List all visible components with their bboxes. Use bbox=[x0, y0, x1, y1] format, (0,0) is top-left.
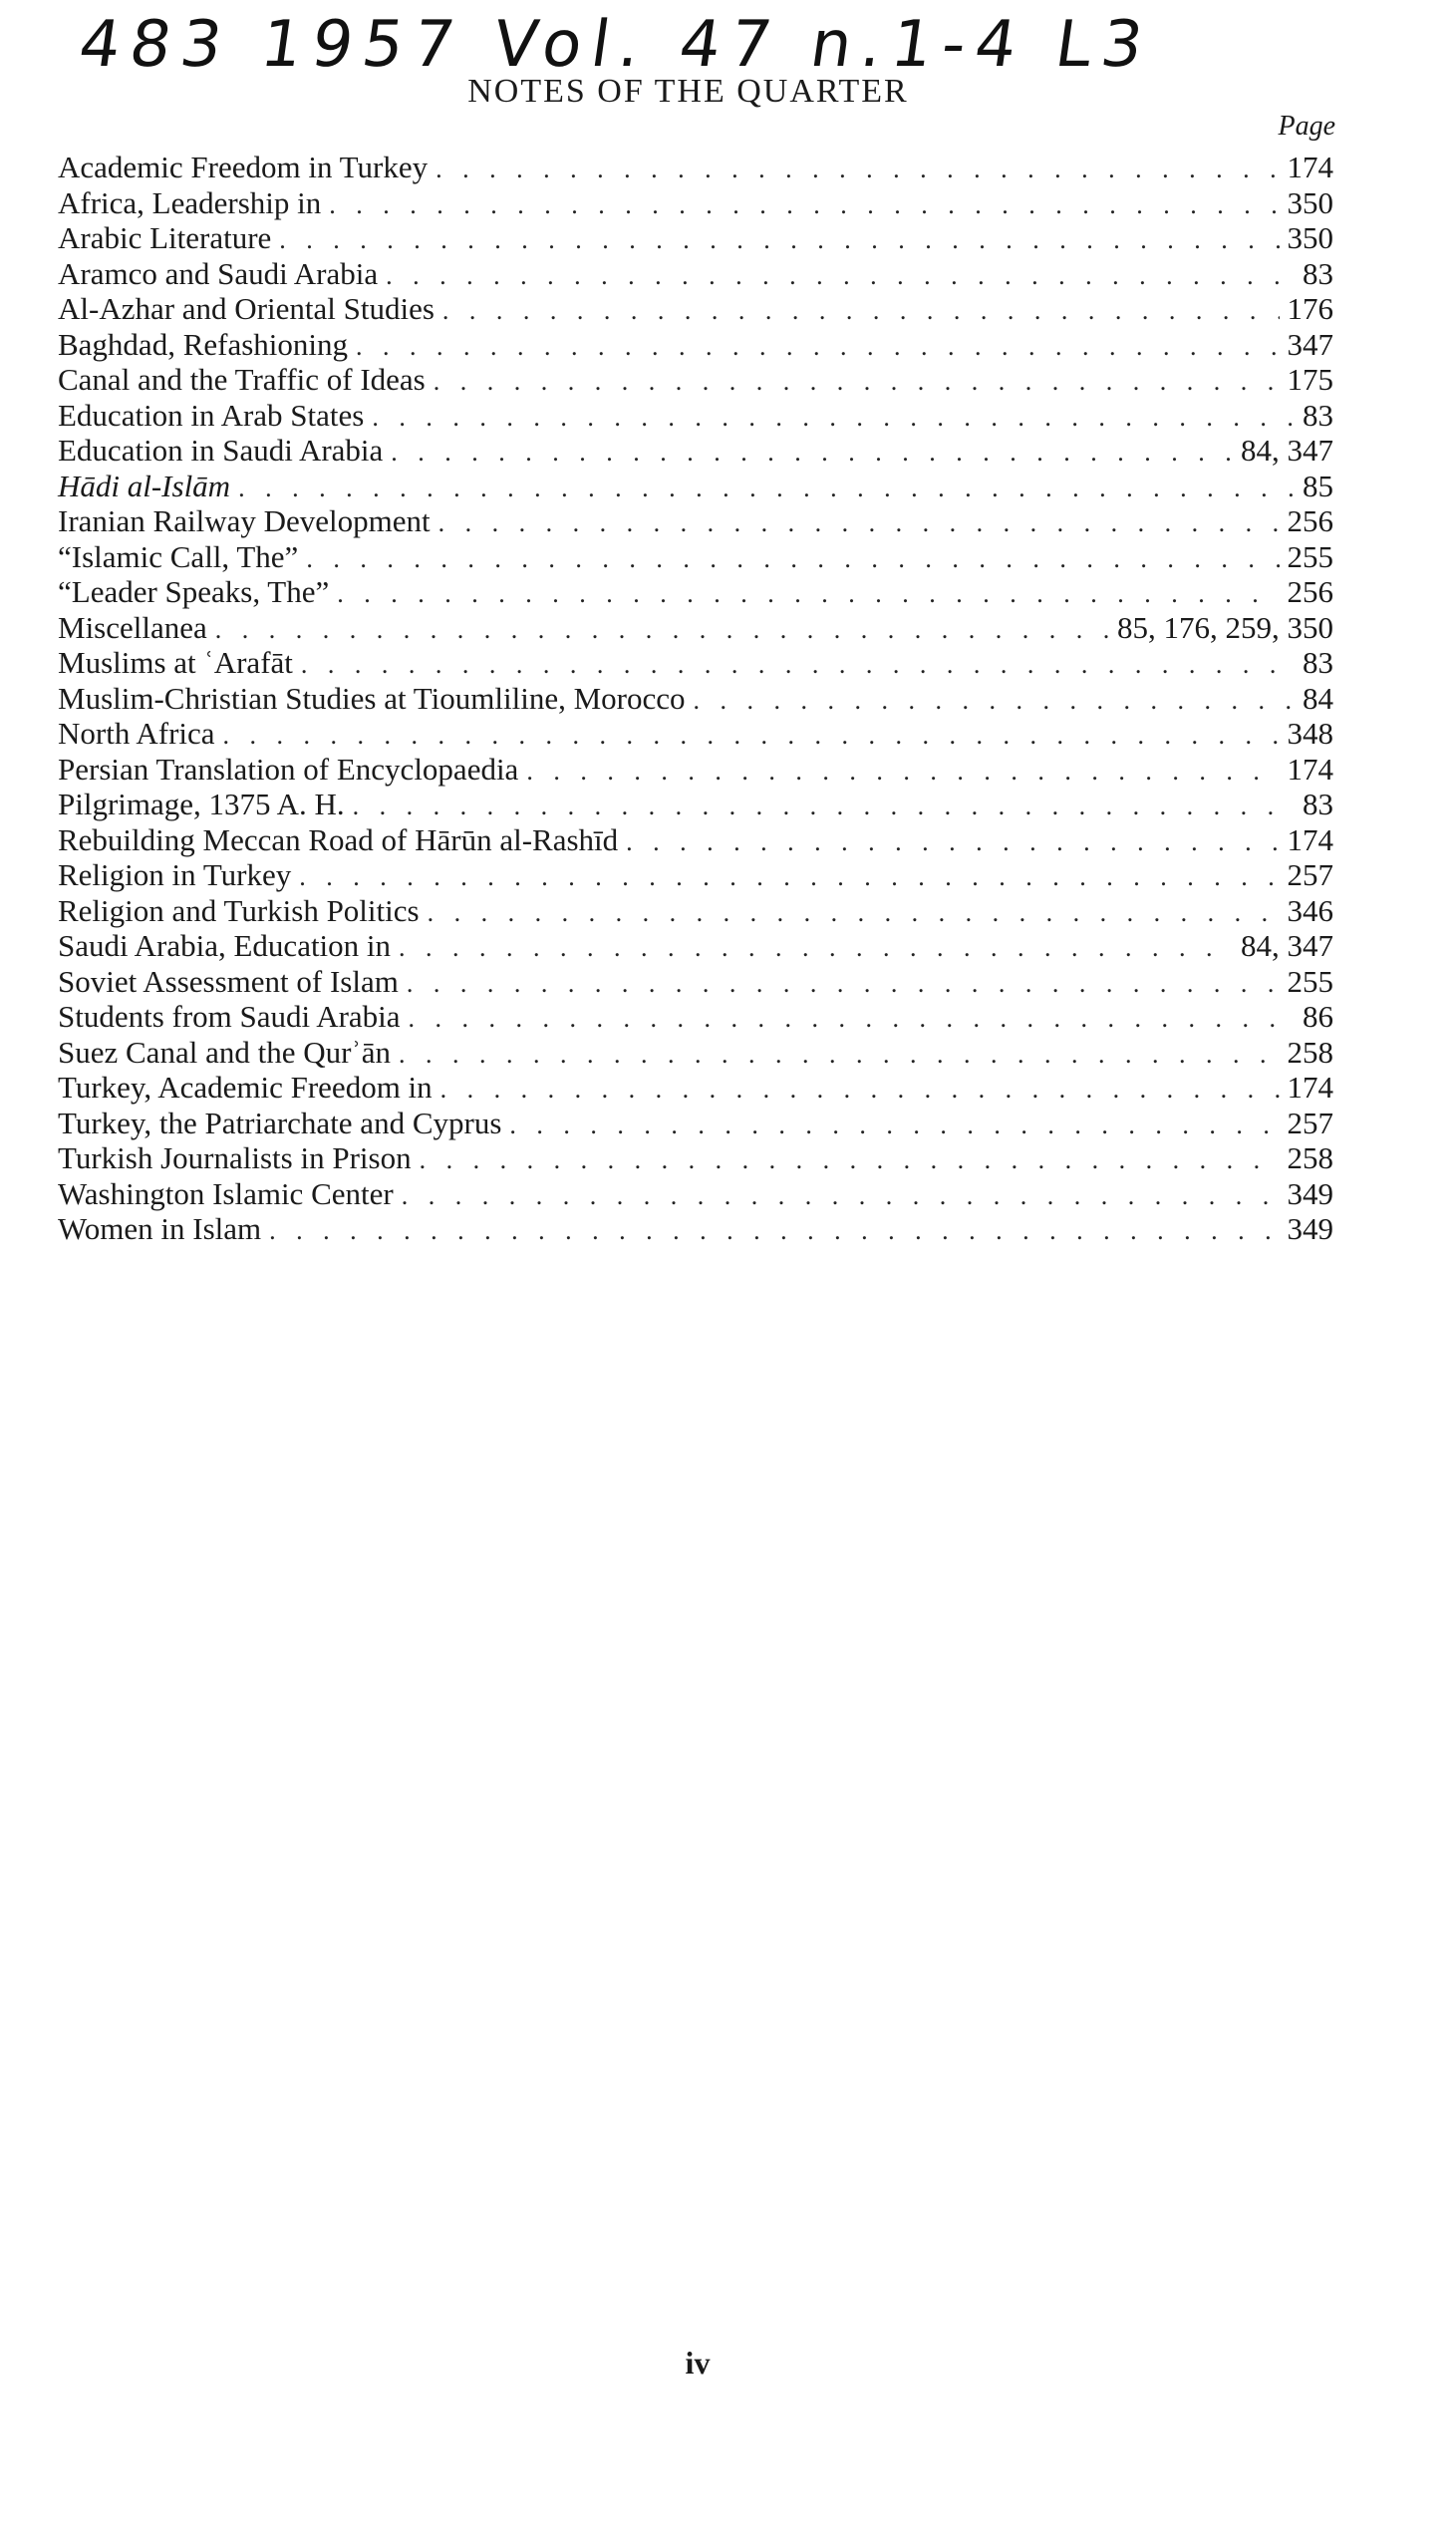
entry-pages: 347 bbox=[1287, 326, 1333, 362]
entry-pages: 258 bbox=[1287, 1140, 1333, 1175]
dot-leader bbox=[428, 895, 1280, 930]
dot-leader bbox=[434, 364, 1280, 399]
index-entry bbox=[58, 1106, 1333, 1141]
entry-title: Muslim-Christian Studies at Tioumliline, Morocco bbox=[58, 680, 686, 716]
entry-title: Iranian Railway Development bbox=[58, 503, 431, 538]
index-entry bbox=[58, 574, 1333, 610]
entry-pages: 176 bbox=[1287, 291, 1333, 326]
entry-pages: 255 bbox=[1287, 538, 1333, 574]
index-entry-list bbox=[58, 150, 1333, 1247]
index-entry bbox=[58, 964, 1333, 1000]
dot-leader bbox=[399, 930, 1233, 965]
dot-leader bbox=[436, 152, 1279, 186]
dot-leader bbox=[440, 1072, 1280, 1107]
entry-pages: 85, 176, 259, 350 bbox=[1117, 609, 1333, 645]
entry-pages: 257 bbox=[1287, 1105, 1333, 1140]
entry-pages: 175 bbox=[1287, 362, 1333, 397]
entry-title: Turkish Journalists in Prison bbox=[58, 1140, 412, 1175]
dot-leader bbox=[420, 1142, 1280, 1177]
entry-pages: 255 bbox=[1287, 963, 1333, 999]
index-entry bbox=[58, 787, 1333, 822]
entry-title: Pilgrimage, 1375 A. H. bbox=[58, 787, 345, 821]
entry-title: Soviet Assessment of Islam bbox=[58, 963, 399, 999]
index-entry bbox=[58, 291, 1333, 327]
entry-title: Religion in Turkey bbox=[58, 857, 292, 892]
entry-title: “Islamic Call, The” bbox=[58, 538, 299, 574]
index-entry bbox=[58, 256, 1333, 292]
entry-title: Religion and Turkish Politics bbox=[58, 892, 420, 928]
index-entry bbox=[58, 327, 1333, 363]
entry-title: Muslims at ʿArafāt bbox=[58, 645, 293, 680]
entry-title: Hādi al-Islām bbox=[58, 468, 231, 503]
entry-title: Turkey, Academic Freedom in bbox=[58, 1070, 433, 1105]
index-entry bbox=[58, 681, 1333, 717]
index-entry bbox=[58, 150, 1333, 185]
entry-pages: 256 bbox=[1287, 503, 1333, 538]
entry-pages: 350 bbox=[1287, 220, 1333, 255]
entry-pages: 84, 347 bbox=[1241, 928, 1333, 963]
entry-pages: 350 bbox=[1287, 184, 1333, 220]
entry-pages: 86 bbox=[1303, 999, 1333, 1034]
entry-pages: 256 bbox=[1287, 574, 1333, 609]
entry-pages: 83 bbox=[1303, 255, 1333, 291]
entry-title: Baghdad, Refashioning bbox=[58, 326, 349, 362]
index-entry bbox=[58, 433, 1333, 469]
entry-title: Aramco and Saudi Arabia bbox=[58, 255, 379, 291]
entry-title: North Africa bbox=[58, 716, 215, 751]
dot-leader bbox=[329, 187, 1279, 222]
entry-pages: 83 bbox=[1303, 397, 1333, 433]
entry-title: “Leader Speaks, The” bbox=[58, 574, 330, 609]
page-column-label: Page bbox=[1278, 111, 1335, 142]
entry-title: Turkey, the Patriarchate and Cyprus bbox=[58, 1105, 502, 1140]
entry-pages: 85 bbox=[1303, 468, 1333, 503]
entry-title: Washington Islamic Center bbox=[58, 1175, 394, 1211]
index-entry bbox=[58, 822, 1333, 858]
index-entry bbox=[58, 1176, 1333, 1212]
dot-leader bbox=[372, 400, 1295, 435]
entry-pages: 174 bbox=[1287, 821, 1333, 857]
dot-leader bbox=[438, 505, 1280, 540]
entry-pages: 348 bbox=[1287, 716, 1333, 751]
entry-pages: 349 bbox=[1287, 1211, 1333, 1246]
entry-title: Education in Saudi Arabia bbox=[58, 433, 384, 468]
dot-leader bbox=[238, 471, 1295, 505]
index-entry bbox=[58, 928, 1333, 964]
dot-leader bbox=[306, 541, 1279, 576]
entry-pages: 174 bbox=[1287, 751, 1333, 787]
dot-leader bbox=[391, 435, 1233, 470]
dot-leader bbox=[526, 754, 1279, 789]
dot-leader bbox=[626, 824, 1279, 859]
index-entry bbox=[58, 645, 1333, 681]
entry-pages: 174 bbox=[1287, 150, 1333, 184]
dot-leader bbox=[356, 329, 1279, 364]
entry-title: Persian Translation of Encyclopaedia bbox=[58, 751, 519, 787]
index-entry bbox=[58, 610, 1333, 646]
entry-pages: 346 bbox=[1287, 892, 1333, 928]
index-entry bbox=[58, 716, 1333, 752]
index-entry bbox=[58, 185, 1333, 221]
dot-leader bbox=[402, 1178, 1280, 1213]
index-entry bbox=[58, 539, 1333, 575]
dot-leader bbox=[442, 293, 1280, 328]
entry-pages: 349 bbox=[1287, 1175, 1333, 1211]
dot-leader bbox=[301, 647, 1295, 682]
dot-leader bbox=[399, 1037, 1280, 1072]
entry-title: Canal and the Traffic of Ideas bbox=[58, 362, 426, 397]
index-entry bbox=[58, 398, 1333, 434]
entry-title: Africa, Leadership in bbox=[58, 184, 322, 220]
dot-leader bbox=[407, 966, 1280, 1001]
handwritten-call-number: 483 1957 Vol. 47 n.1-4 L3 bbox=[74, 8, 1158, 82]
dot-leader bbox=[299, 859, 1279, 894]
entry-pages: 84, 347 bbox=[1241, 433, 1333, 468]
index-entry bbox=[58, 893, 1333, 929]
entry-pages: 84 bbox=[1303, 680, 1333, 716]
index-entry bbox=[58, 220, 1333, 256]
entry-title: Academic Freedom in Turkey bbox=[58, 150, 429, 184]
index-entry bbox=[58, 469, 1333, 504]
dot-leader bbox=[215, 612, 1109, 647]
entry-title: Saudi Arabia, Education in bbox=[58, 928, 392, 963]
page-title: NOTES OF THE QUARTER bbox=[467, 73, 909, 110]
entry-pages: 174 bbox=[1287, 1070, 1333, 1105]
entry-title: Students from Saudi Arabia bbox=[58, 999, 401, 1034]
entry-pages: 257 bbox=[1287, 857, 1333, 892]
dot-leader bbox=[223, 718, 1280, 753]
index-entry bbox=[58, 1211, 1333, 1247]
dot-leader bbox=[337, 576, 1279, 611]
dot-leader bbox=[386, 258, 1295, 293]
dot-leader bbox=[694, 683, 1296, 718]
dot-leader bbox=[409, 1001, 1295, 1036]
entry-pages: 83 bbox=[1303, 787, 1333, 821]
index-entry bbox=[58, 999, 1333, 1035]
index-entry bbox=[58, 1035, 1333, 1071]
entry-pages: 258 bbox=[1287, 1034, 1333, 1070]
index-entry bbox=[58, 362, 1333, 398]
entry-title: Women in Islam bbox=[58, 1211, 262, 1246]
entry-title: Arabic Literature bbox=[58, 220, 272, 255]
dot-leader bbox=[353, 789, 1295, 823]
entry-title: Miscellanea bbox=[58, 609, 207, 645]
index-entry bbox=[58, 1140, 1333, 1176]
index-entry bbox=[58, 1070, 1333, 1106]
entry-title: Suez Canal and the Qurʾān bbox=[58, 1034, 391, 1070]
entry-pages: 83 bbox=[1303, 645, 1333, 680]
index-entry bbox=[58, 857, 1333, 893]
entry-title: Education in Arab States bbox=[58, 397, 365, 433]
dot-leader bbox=[279, 222, 1279, 257]
entry-title: Al-Azhar and Oriental Studies bbox=[58, 291, 435, 326]
entry-title: Rebuilding Meccan Road of Hārūn al-Rashīd bbox=[58, 821, 619, 857]
dot-leader bbox=[269, 1213, 1279, 1248]
dot-leader bbox=[509, 1108, 1279, 1142]
page-number: iv bbox=[685, 2345, 711, 2381]
index-entry bbox=[58, 752, 1333, 788]
index-entry bbox=[58, 503, 1333, 539]
